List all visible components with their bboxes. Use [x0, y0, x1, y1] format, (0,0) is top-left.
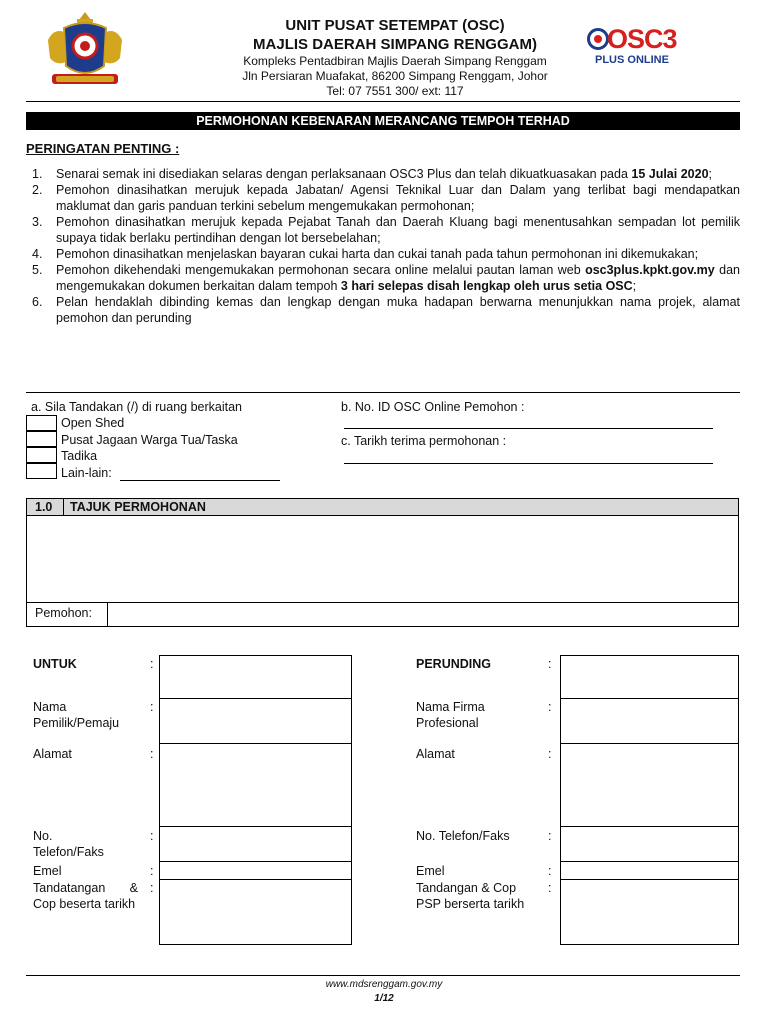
option-tadika: Tadika — [61, 449, 98, 463]
perunding-alamat-label: Alamat — [416, 747, 455, 761]
perunding-heading: PERUNDING — [416, 657, 492, 671]
untuk-tandatangan-label: Tandatangan & Cop beserta tarikh — [33, 881, 138, 911]
form-title-banner: PERMOHONAN KEBENARAN MERANCANG TEMPOH TERHAD — [26, 112, 740, 130]
colon: : — [548, 700, 552, 714]
untuk-alamat-input[interactable] — [159, 743, 352, 827]
perunding-emel-label: Emel — [416, 864, 445, 878]
checkbox-lain-lain[interactable] — [26, 463, 57, 479]
colon: : — [548, 657, 552, 671]
notice-number: 3. — [32, 215, 43, 229]
checkbox-pusat-jagaan[interactable] — [26, 431, 57, 447]
option-open-shed: Open Shed — [61, 416, 125, 430]
checkbox-open-shed[interactable] — [26, 415, 57, 431]
notice-item-1 — [26, 166, 740, 182]
notices-list — [26, 166, 740, 326]
notice-item-2 — [26, 182, 740, 214]
notices-divider — [26, 392, 740, 393]
notice-number: 5. — [32, 263, 43, 277]
untuk-nama-input[interactable] — [159, 698, 352, 744]
untuk-emel-label: Emel — [33, 864, 62, 878]
notice-text: Pemohon dikehendaki mengemukakan permohonan secara online melalui pautan laman web — [56, 263, 586, 277]
colon: : — [150, 864, 154, 878]
colon: : — [548, 829, 552, 843]
notice-punct: ; — [708, 167, 713, 181]
tajuk-input-box[interactable] — [26, 515, 739, 603]
notice-item-4 — [26, 246, 740, 262]
notice-item-5 — [26, 262, 740, 294]
notice-emphasis: 3 hari selepas disah lengkap oleh urus setia OSC — [340, 279, 633, 293]
checkbox-tadika[interactable] — [26, 447, 57, 463]
notice-text: Pemohon dinasihatkan merujuk kepada Jabatan/ Agensi Teknikal Luar dan Dalam yang terlibat bagi mendapatkan maklumat dan garis panduan terkini sebelum mengemukakan permohonan; — [56, 183, 740, 213]
untuk-alamat-label: Alamat — [33, 747, 72, 761]
header-phone: Tel: 07 7551 300/ ext: 117 — [326, 84, 464, 98]
untuk-telefon-input[interactable] — [159, 826, 352, 862]
option-pusat-jagaan: Pusat Jagaan Warga Tua/Taska — [61, 433, 238, 447]
colon: : — [150, 829, 154, 843]
osc3-logo-subtext: PLUS ONLINE — [595, 54, 669, 66]
perunding-nama-label: Nama Firma Profesional — [416, 700, 485, 730]
notice-punct: ; — [632, 279, 637, 293]
osc-id-input-line[interactable] — [344, 428, 713, 429]
colon: : — [150, 881, 154, 895]
notice-text: Pemohon dinasihatkan menjelaskan bayaran cukai harta dan cukai tanah pada tahun permohonan ini dikemukakan; — [56, 247, 699, 261]
tajuk-header-divider — [63, 499, 64, 515]
pemohon-label: Pemohon: — [35, 606, 92, 620]
footer-divider — [26, 975, 740, 976]
tajuk-title: TAJUK PERMOHONAN — [70, 500, 206, 514]
untuk-tandatangan-input[interactable] — [159, 879, 352, 945]
notice-number: 4. — [32, 247, 43, 261]
perunding-emel-input[interactable] — [560, 861, 739, 880]
header-address-1: Kompleks Pentadbiran Majlis Daerah Simpang Renggam — [243, 54, 547, 68]
osc3-logo-icon — [587, 28, 609, 50]
notice-text: Pemohon dinasihatkan merujuk kepada Pejabat Tanah dan Daerah Kluang bagi menentusahkan sempadan lot pemilik supaya tidak berlaku pertindihan dengan lot bersebelahan; — [56, 215, 740, 245]
section-a-label: a. Sila Tandakan (/) di ruang berkaitan — [31, 400, 243, 414]
footer-url: www.mdsrenggam.gov.my — [325, 979, 443, 990]
untuk-telefon-label: No. Telefon/Faks — [33, 829, 104, 859]
colon: : — [150, 700, 154, 714]
lain-lain-input-line[interactable] — [120, 480, 280, 481]
notice-item-6 — [26, 294, 740, 326]
header-address-2: Jln Persiaran Muafakat, 86200 Simpang Renggam, Johor — [242, 69, 548, 83]
colon: : — [548, 864, 552, 878]
notice-item-3 — [26, 214, 740, 246]
perunding-tandatangan-label: Tandangan & Cop PSP berserta tarikh — [416, 881, 525, 911]
header-divider — [26, 101, 740, 102]
perunding-telefon-input[interactable] — [560, 826, 739, 862]
header-title-1: UNIT PUSAT SETEMPAT (OSC) — [285, 17, 505, 34]
perunding-input[interactable] — [560, 655, 739, 699]
tajuk-section-header — [26, 498, 739, 516]
tarikh-input-line[interactable] — [344, 463, 713, 464]
tajuk-number: 1.0 — [35, 500, 53, 514]
colon: : — [548, 747, 552, 761]
header-title-2: MAJLIS DAERAH SIMPANG RENGGAM) — [253, 36, 537, 53]
footer-page-number: 1/12 — [374, 993, 394, 1004]
colon: : — [150, 657, 154, 671]
osc3-logo-text: OSC3 — [607, 24, 677, 54]
pemohon-input[interactable] — [108, 603, 738, 626]
untuk-nama-label: Nama Pemilik/Pemaju — [33, 700, 120, 730]
section-b-label: b. No. ID OSC Online Pemohon : — [341, 400, 525, 414]
council-crest-logo — [44, 10, 126, 90]
notice-date: 15 Julai 2020 — [631, 167, 709, 181]
osc3-logo — [585, 24, 680, 70]
untuk-emel-input[interactable] — [159, 861, 352, 880]
perunding-nama-input[interactable] — [560, 698, 739, 744]
notice-number: 1. — [32, 167, 43, 181]
notice-title: PERINGATAN PENTING : — [26, 141, 180, 156]
perunding-telefon-label: No. Telefon/Faks — [416, 829, 510, 843]
perunding-tandatangan-input[interactable] — [560, 879, 739, 945]
colon: : — [150, 747, 154, 761]
perunding-alamat-input[interactable] — [560, 743, 739, 827]
section-c-label: c. Tarikh terima permohonan : — [341, 434, 507, 448]
notice-text: Pelan hendaklah dibinding kemas dan lengkap dengan muka hadapan berwarna menunjukkan nama projek, alamat pemohon dan perunding — [56, 295, 740, 325]
untuk-heading: UNTUK — [33, 657, 77, 671]
notice-number: 2. — [32, 183, 43, 197]
notice-link: osc3plus.kpkt.gov.my — [585, 263, 715, 277]
notice-text: dan mengemukakan dokumen berkaitan dalam tempoh — [56, 263, 740, 293]
colon: : — [548, 881, 552, 895]
notice-text: Senarai semak ini disediakan selaras dengan perlaksanaan OSC3 Plus dan telah dikuatkuasakan pada — [56, 167, 632, 181]
untuk-input[interactable] — [159, 655, 352, 699]
option-lain-lain: Lain-lain: — [61, 466, 112, 480]
notice-number: 6. — [32, 295, 43, 309]
